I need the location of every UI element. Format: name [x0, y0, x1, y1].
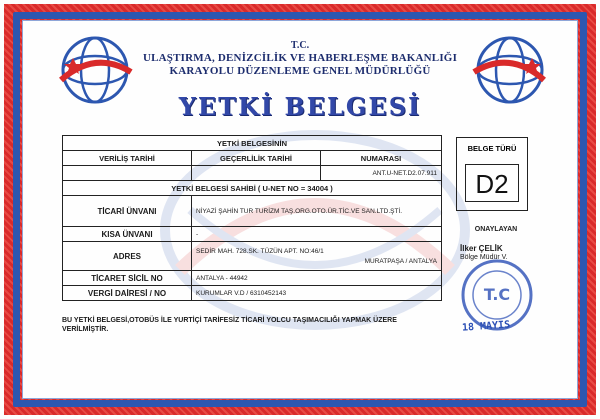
vergi-label: VERGİ DAİRESİ / NO: [63, 286, 192, 301]
belge-turu-label: BELGE TÜRÜ: [467, 144, 517, 153]
col-gecerlilik-header: GEÇERLİLİK TARİHİ: [192, 151, 321, 166]
adres-line1: SEDİR MAH. 728.SK. TÜZÜN APT. NO:46/1: [196, 247, 324, 255]
certificate-title: YETKİ BELGESİ: [178, 92, 422, 121]
kisa-unvani-label: KISA ÜNVANI: [63, 227, 192, 242]
header-ministry: ULAŞTIRMA, DENİZCİLİK VE HABERLEŞME BAKANLIĞI: [142, 52, 458, 64]
owner-title: YETKİ BELGESİ SAHİBİ ( U-NET NO = 34004 ): [63, 181, 442, 196]
col-verilis-header: VERİLİŞ TARİHİ: [63, 151, 192, 166]
belge-turu-code: D2: [465, 164, 519, 202]
gecerlilik-value: [192, 166, 321, 181]
approval-label: ONAYLAYAN: [474, 226, 518, 233]
svg-text:T.C: T.C: [483, 285, 511, 304]
verilis-value: [63, 166, 192, 181]
header-tc: T.C.: [290, 40, 310, 51]
belge-turu-box: [456, 137, 528, 211]
section-title: YETKİ BELGESİNİN: [63, 136, 442, 151]
certificate-header: [110, 40, 490, 78]
signer-role: Bölge Müdür V.: [460, 254, 508, 261]
adres-line2: MURATPAŞA / ANTALYA: [364, 257, 437, 265]
kisa-unvani-value: -: [192, 227, 442, 242]
ticari-unvani-label: TİCARİ ÜNVANI: [63, 196, 192, 227]
vergi-value: KURUMLAR V.D / 6310452143: [192, 286, 442, 301]
col-numarasi-header: NUMARASI: [321, 151, 442, 166]
numarasi-value: ANT.U-NET.D2.07.911: [321, 166, 442, 181]
ticari-unvani-value: NİYAZİ ŞAHİN TUR TURİZM TAŞ.ORG.OTO.ÜR.TİC.VE SAN.LTD.ŞTİ.: [192, 196, 442, 227]
signer-name: İlker ÇELİK: [460, 244, 503, 253]
sicil-value: ANTALYA - 44942: [192, 271, 442, 286]
stamp-date: 18 MAYIS: [461, 319, 511, 334]
signer-block: [460, 244, 540, 262]
adres-value: [192, 242, 442, 271]
certificate-table: [62, 135, 442, 301]
sicil-label: TİCARET SİCİL NO: [63, 271, 192, 286]
authorization-note: BU YETKİ BELGESİ,OTOBÜS İLE YURTİÇİ TARİFESİZ TİCARİ YOLCU TAŞIMACILIĞI YAPMAK ÜZERE VERİLMİŞTİR.: [62, 317, 397, 333]
adres-label: ADRES: [63, 242, 192, 271]
header-directorate: KARAYOLU DÜZENLEME GENEL MÜDÜRLÜĞÜ: [169, 65, 431, 77]
